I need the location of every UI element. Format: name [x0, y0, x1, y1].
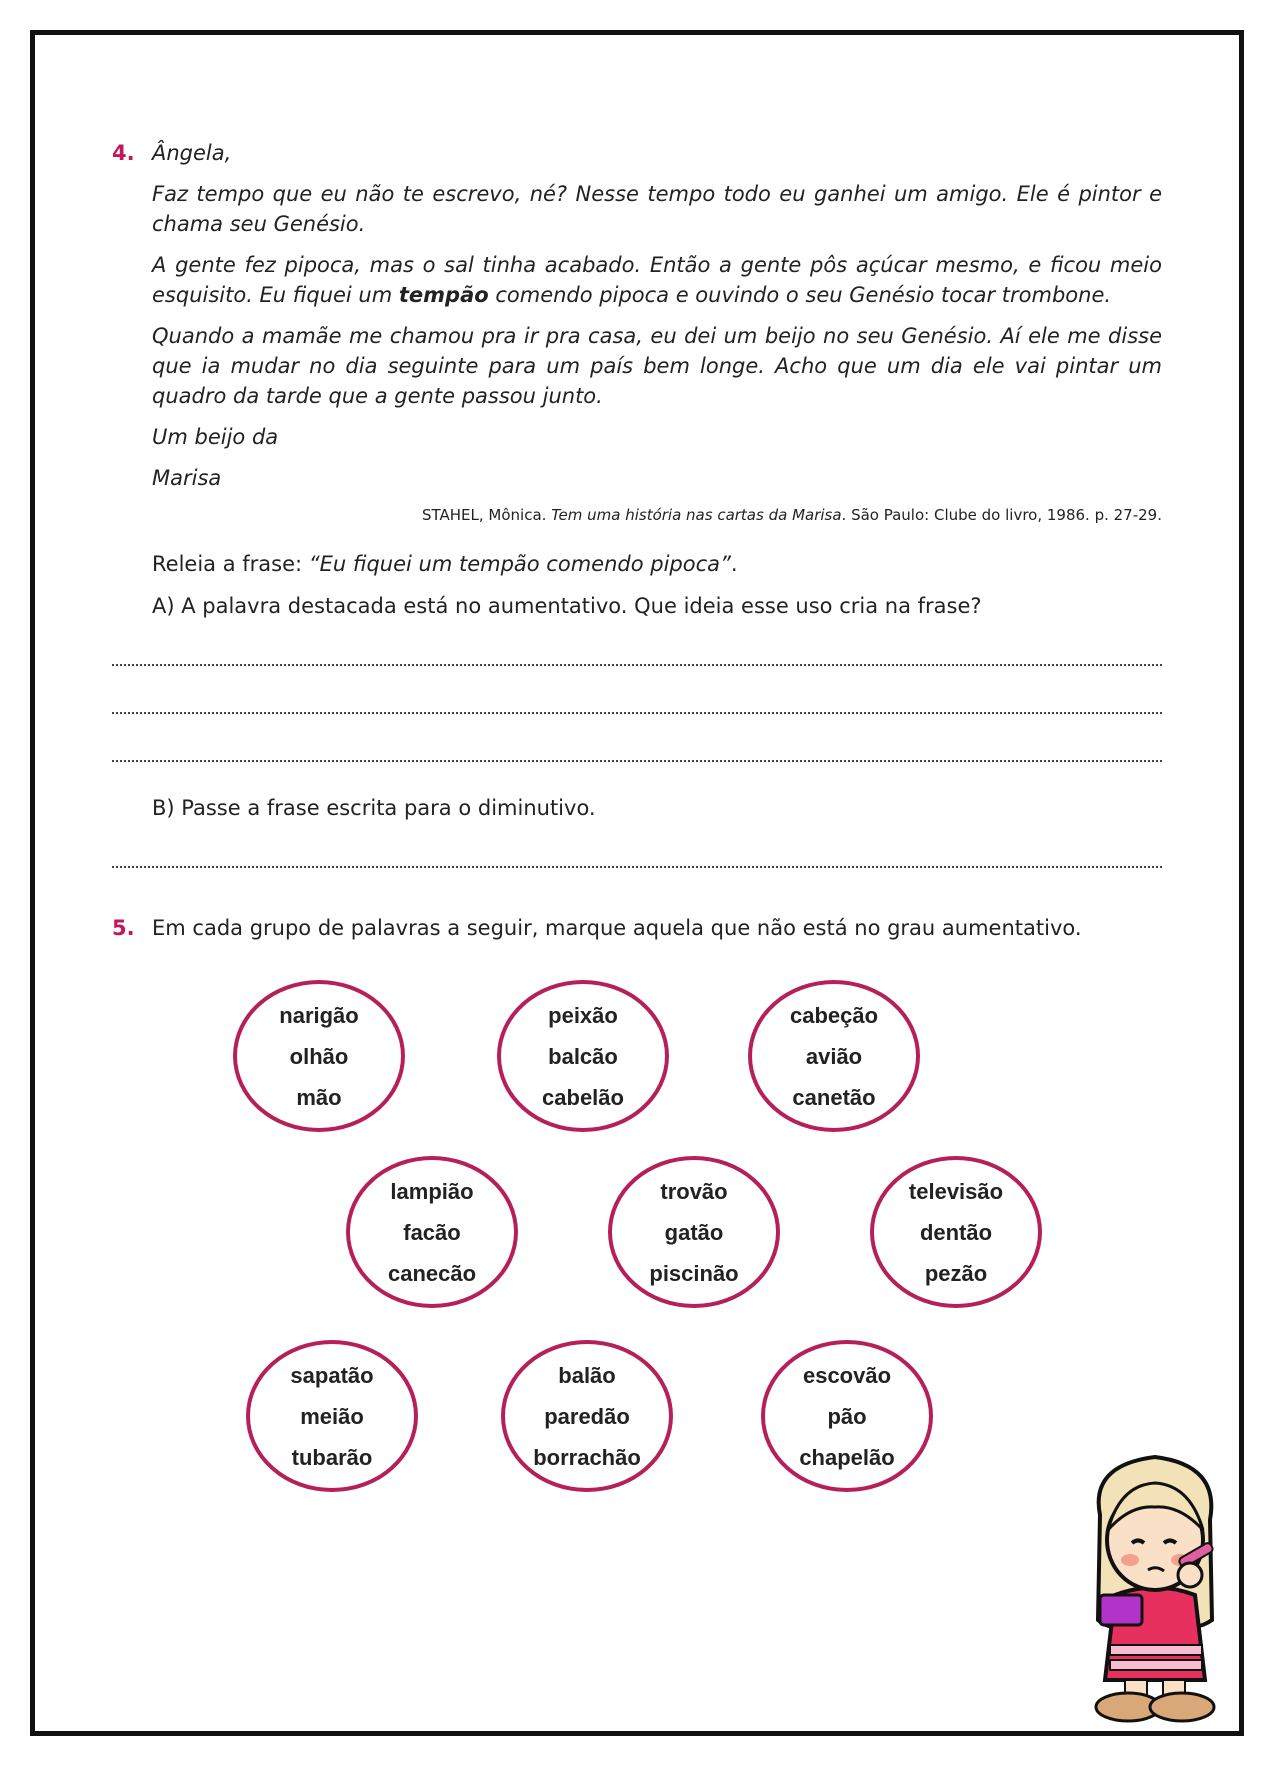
word-group-9: [761, 1340, 933, 1492]
question-5-number: 5.: [112, 916, 135, 940]
word-option[interactable]: canetão: [792, 1084, 876, 1110]
letter-paragraph-2: A gente fez pipoca, mas o sal tinha acabado. Então a gente pôs açúcar mesmo, e ficou meio esquisito. Eu fiquei um tempão comendo pipoca e ouvindo o seu Genésio tocar trombone.: [152, 253, 1162, 307]
word-option[interactable]: canecão: [387, 1260, 477, 1286]
word-option[interactable]: borrachão: [533, 1444, 641, 1470]
word-option[interactable]: televisão: [908, 1178, 1004, 1204]
word-group-6: [870, 1156, 1042, 1308]
word-group-7: [246, 1340, 418, 1492]
letter-greeting: Ângela,: [152, 141, 232, 165]
word-option[interactable]: balcão: [548, 1043, 618, 1069]
letter-text: [152, 138, 1162, 504]
letter-signature: Marisa: [152, 466, 222, 490]
word-group-4: [346, 1156, 518, 1308]
question-4b: B) Passe a frase escrita para o diminutivo.: [152, 796, 596, 820]
word-option[interactable]: escovão: [802, 1362, 892, 1388]
word-group-1: [233, 980, 405, 1132]
word-option[interactable]: trovão: [660, 1178, 728, 1204]
word-option[interactable]: narigão: [279, 1002, 359, 1028]
source-citation: STAHEL, Mônica. Tem uma história nas cartas da Marisa. São Paulo: Clube do livro, 1986. p. 27-29.: [422, 506, 1162, 524]
word-group-8: [501, 1340, 673, 1492]
answer-line-a2[interactable]: [112, 712, 1162, 714]
answer-line-b1[interactable]: [112, 866, 1162, 868]
word-option[interactable]: lampião: [390, 1178, 474, 1204]
letter-paragraph-1: Faz tempo que eu não te escrevo, né? Nesse tempo todo eu ganhei um amigo. Ele é pintor e chama seu Genésio.: [152, 182, 1162, 236]
word-option[interactable]: olhão: [289, 1043, 349, 1069]
question-4-number: 4.: [112, 141, 135, 165]
answer-line-a3[interactable]: [112, 760, 1162, 762]
word-option[interactable]: tubarão: [291, 1444, 373, 1470]
word-group-3: [748, 980, 920, 1132]
word-option[interactable]: mão: [296, 1084, 342, 1110]
word-option[interactable]: piscinão: [649, 1260, 739, 1286]
question-5-text: Em cada grupo de palavras a seguir, marque aquela que não está no grau aumentativo.: [152, 916, 1082, 940]
word-option[interactable]: sapatão: [290, 1362, 374, 1388]
word-option[interactable]: peixão: [548, 1002, 618, 1028]
letter-closing: Um beijo da: [152, 425, 279, 449]
word-option[interactable]: cabeção: [789, 1002, 879, 1028]
highlighted-word: tempão: [398, 283, 489, 307]
word-option[interactable]: dentão: [919, 1219, 993, 1245]
word-option[interactable]: pezão: [924, 1260, 988, 1286]
letter-paragraph-3: Quando a mamãe me chamou pra ir pra casa, eu dei um beijo no seu Genésio. Aí ele me disse que ia mudar no dia seguinte para um país bem longe. Acho que um dia ele vai pintar um quadro da tarde que a gente passou junto.: [152, 324, 1162, 408]
word-option[interactable]: avião: [805, 1043, 863, 1069]
word-option[interactable]: balão: [558, 1362, 616, 1388]
word-option[interactable]: cabelão: [542, 1084, 624, 1110]
word-option[interactable]: facão: [403, 1219, 461, 1245]
girl-illustration: [1060, 1445, 1250, 1725]
answer-line-a1[interactable]: [112, 664, 1162, 666]
word-option[interactable]: gatão: [664, 1219, 724, 1245]
word-option[interactable]: pão: [827, 1403, 867, 1429]
word-option[interactable]: meião: [300, 1403, 364, 1429]
word-group-5: [608, 1156, 780, 1308]
word-option[interactable]: chapelão: [799, 1444, 895, 1470]
reread-prompt: Releia a frase: “Eu fiquei um tempão comendo pipoca”.: [152, 552, 738, 576]
word-group-2: [497, 980, 669, 1132]
question-4a: A) A palavra destacada está no aumentativo. Que ideia esse uso cria na frase?: [152, 594, 982, 618]
word-option[interactable]: paredão: [544, 1403, 630, 1429]
